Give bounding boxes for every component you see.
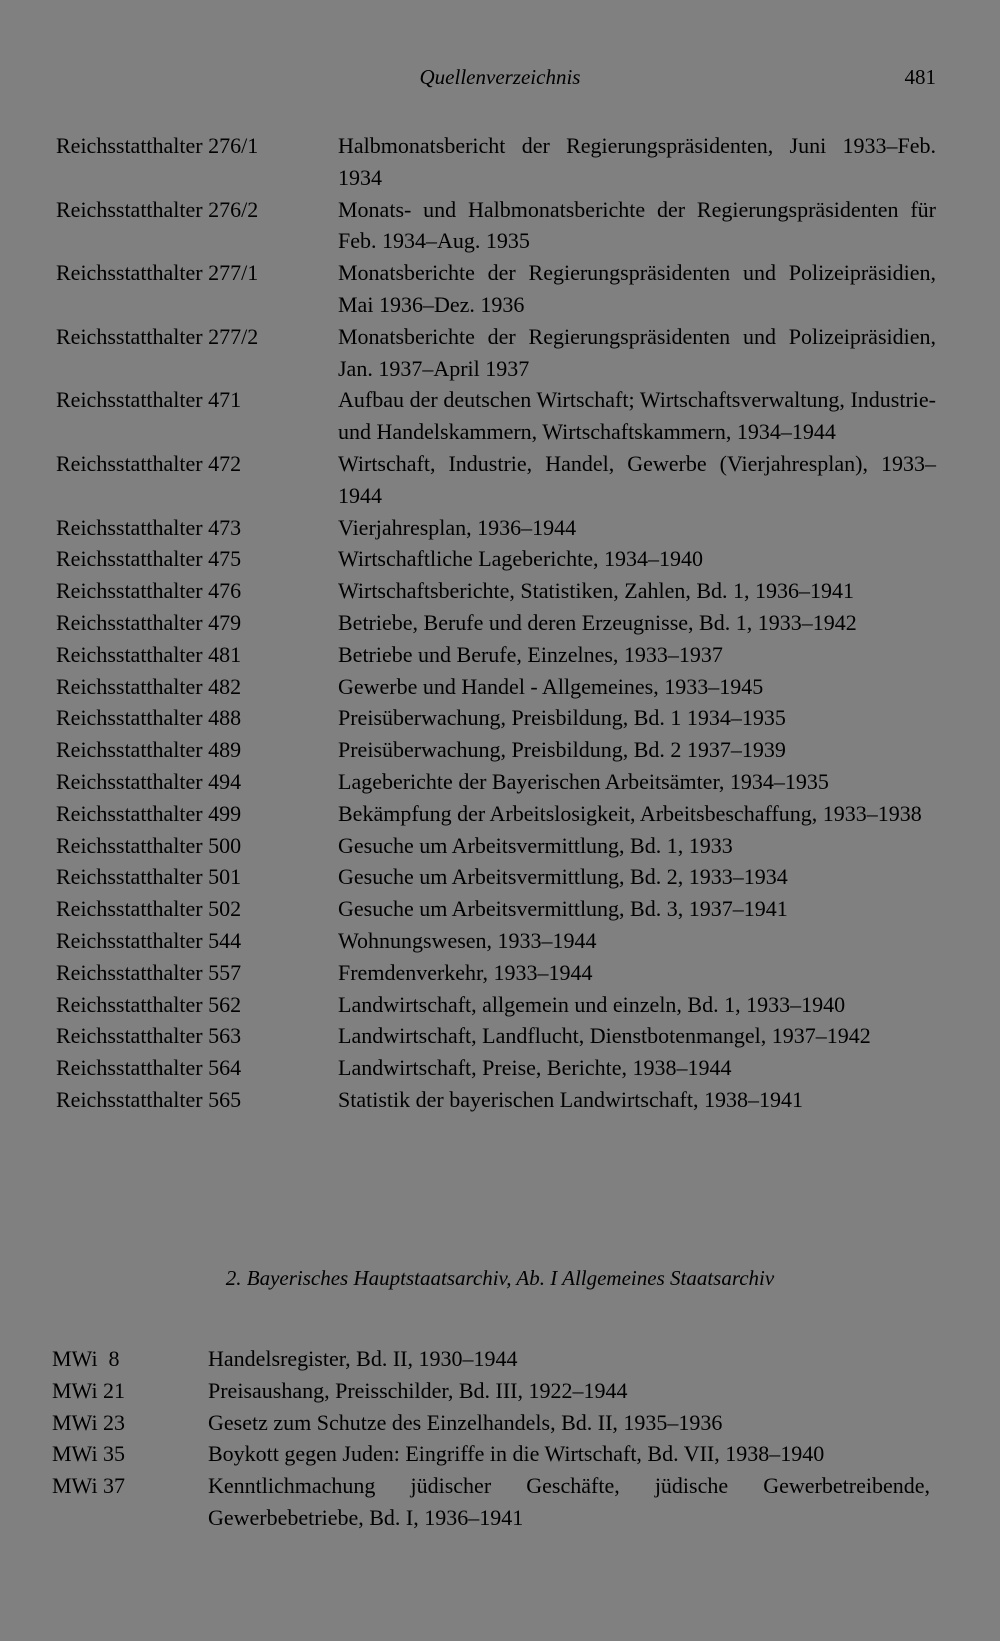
list-item (56, 321, 936, 385)
list-item (56, 639, 936, 671)
entry-signature: Reichsstatthalter 494 (56, 768, 242, 794)
entry-signature: Reichsstatthalter 502 (56, 896, 242, 922)
entry-description: Wirtschaftsberichte, Statistiken, Zahlen, Bd. 1, 1936–1941 (338, 578, 855, 604)
entry-description: Betriebe und Berufe, Einzelnes, 1933–1937 (338, 641, 723, 667)
running-title: Quellenverzeichnis (419, 65, 581, 89)
entry-description: Boykott gegen Juden: Eingriffe in die Wirtschaft, Bd. VII, 1938–1940 (208, 1441, 825, 1467)
entry-signature: MWi 21 (52, 1377, 126, 1403)
entry-signature: MWi 37 (52, 1473, 126, 1499)
entry-signature: Reichsstatthalter 489 (56, 737, 242, 763)
list-item (56, 671, 936, 703)
list-item (56, 830, 936, 862)
entry-description: Wirtschaft, Industrie, Handel, Gewerbe (Vierjahresplan), 1933–1944 (338, 450, 936, 508)
list-item (56, 734, 936, 766)
entry-description: Halbmonatsbericht der Regierungspräsidenten, Juni 1933–Feb. 1934 (338, 133, 936, 190)
entry-signature: Reichsstatthalter 562 (56, 991, 242, 1017)
entry-signature: Reichsstatthalter 500 (56, 832, 242, 858)
entry-signature: MWi 23 (52, 1409, 126, 1435)
entry-description: Aufbau der deutschen Wirtschaft; Wirtschaftsverwaltung, Industrie- und Handelskammern, Wirtschaftskammern, 1934–1944 (338, 387, 936, 445)
entry-description: Monats- und Halbmonatsberichte der Regierungspräsidenten für Feb. 1934–Aug. 1935 (338, 196, 936, 254)
list-item (56, 512, 936, 544)
list-item (52, 1438, 930, 1470)
entry-description: Gesuche um Arbeitsvermittlung, Bd. 3, 1937–1941 (338, 896, 788, 922)
list-item (56, 257, 936, 321)
entry-signature: Reichsstatthalter 476 (56, 578, 242, 604)
list-item (52, 1343, 930, 1375)
entry-description: Gesuche um Arbeitsvermittlung, Bd. 1, 1933 (338, 832, 733, 858)
entry-description: Monatsberichte der Regierungspräsidenten und Polizeipräsidien, Jan. 1937–April 1937 (338, 323, 936, 381)
entry-signature: MWi 35 (52, 1441, 126, 1467)
entry-signature: Reichsstatthalter 473 (56, 514, 242, 540)
entry-description: Fremdenverkehr, 1933–1944 (338, 959, 593, 985)
entry-signature: Reichsstatthalter 277/1 (56, 260, 259, 286)
entry-description: Vierjahresplan, 1936–1944 (338, 514, 577, 540)
entry-description: Kenntlichmachung jüdischer Geschäfte, jüdische Gewerbetreibende, Gewerbebetriebe, Bd. I, 1936–1941 (208, 1473, 930, 1530)
entry-description: Monatsberichte der Regierungspräsidenten und Polizeipräsidien, Mai 1936–Dez. 1936 (338, 260, 936, 317)
list-item (56, 543, 936, 575)
list-item (56, 893, 936, 925)
source-list-reichsstatthalter (56, 130, 936, 1116)
entry-description: Gesuche um Arbeitsvermittlung, Bd. 2, 1933–1934 (338, 864, 788, 890)
entry-signature: Reichsstatthalter 277/2 (56, 323, 259, 349)
entry-signature: Reichsstatthalter 499 (56, 800, 242, 826)
entry-signature: Reichsstatthalter 479 (56, 609, 242, 635)
entry-signature: MWi 8 (52, 1346, 120, 1371)
list-item (52, 1470, 930, 1534)
entry-signature: Reichsstatthalter 471 (56, 387, 242, 413)
entry-description: Wohnungswesen, 1933–1944 (338, 927, 597, 953)
entry-description: Preisüberwachung, Preisbildung, Bd. 2 1937–1939 (338, 737, 786, 763)
entry-description: Gewerbe und Handel - Allgemeines, 1933–1945 (338, 673, 764, 699)
entry-description: Landwirtschaft, Preise, Berichte, 1938–1944 (338, 1055, 732, 1081)
entry-signature: Reichsstatthalter 482 (56, 673, 242, 699)
list-item (56, 1052, 936, 1084)
list-item (56, 1020, 936, 1052)
list-item (52, 1375, 930, 1407)
entry-description: Lageberichte der Bayerischen Arbeitsämter, 1934–1935 (338, 768, 829, 794)
entry-description: Betriebe, Berufe und deren Erzeugnisse, Bd. 1, 1933–1942 (338, 609, 857, 635)
list-item (56, 702, 936, 734)
entry-signature: Reichsstatthalter 488 (56, 705, 242, 731)
list-item (56, 1084, 936, 1116)
entry-signature: Reichsstatthalter 472 (56, 450, 242, 476)
list-item (52, 1407, 930, 1439)
entry-description: Preisüberwachung, Preisbildung, Bd. 1 1934–1935 (338, 705, 786, 731)
entry-signature: Reichsstatthalter 563 (56, 1023, 242, 1049)
entry-description: Statistik der bayerischen Landwirtschaft, 1938–1941 (338, 1086, 803, 1112)
entry-signature: Reichsstatthalter 557 (56, 959, 242, 985)
list-item (56, 861, 936, 893)
entry-description: Bekämpfung der Arbeitslosigkeit, Arbeitsbeschaffung, 1933–1938 (338, 800, 922, 826)
page-number: 481 (904, 65, 936, 89)
list-item (56, 194, 936, 258)
list-item (56, 925, 936, 957)
list-item (56, 957, 936, 989)
source-list-mwi (52, 1343, 930, 1534)
entry-signature: Reichsstatthalter 481 (56, 641, 242, 667)
entry-signature: Reichsstatthalter 276/2 (56, 196, 259, 222)
entry-description: Gesetz zum Schutze des Einzelhandels, Bd. II, 1935–1936 (208, 1409, 723, 1435)
entry-signature: Reichsstatthalter 276/1 (56, 133, 259, 158)
entry-signature: Reichsstatthalter 564 (56, 1055, 242, 1081)
list-item (56, 384, 936, 448)
list-item (56, 448, 936, 512)
list-item (56, 130, 936, 194)
list-item (56, 798, 936, 830)
list-item (56, 766, 936, 798)
list-item (56, 607, 936, 639)
list-item (56, 989, 936, 1021)
entry-description: Preisaushang, Preisschilder, Bd. III, 1922–1944 (208, 1377, 628, 1403)
entry-description: Landwirtschaft, Landflucht, Dienstbotenmangel, 1937–1942 (338, 1023, 871, 1049)
entry-signature: Reichsstatthalter 565 (56, 1086, 242, 1112)
entry-description: Handelsregister, Bd. II, 1930–1944 (208, 1346, 518, 1371)
entry-signature: Reichsstatthalter 544 (56, 927, 242, 953)
entry-description: Landwirtschaft, allgemein und einzeln, Bd. 1, 1933–1940 (338, 991, 846, 1017)
section-heading: 2. Bayerisches Hauptstaatsarchiv, Ab. I Allgemeines Staatsarchiv (225, 1266, 775, 1290)
list-item (56, 575, 936, 607)
entry-signature: Reichsstatthalter 501 (56, 864, 242, 890)
entry-signature: Reichsstatthalter 475 (56, 546, 242, 572)
entry-description: Wirtschaftliche Lageberichte, 1934–1940 (338, 546, 704, 572)
running-head (0, 62, 1000, 92)
